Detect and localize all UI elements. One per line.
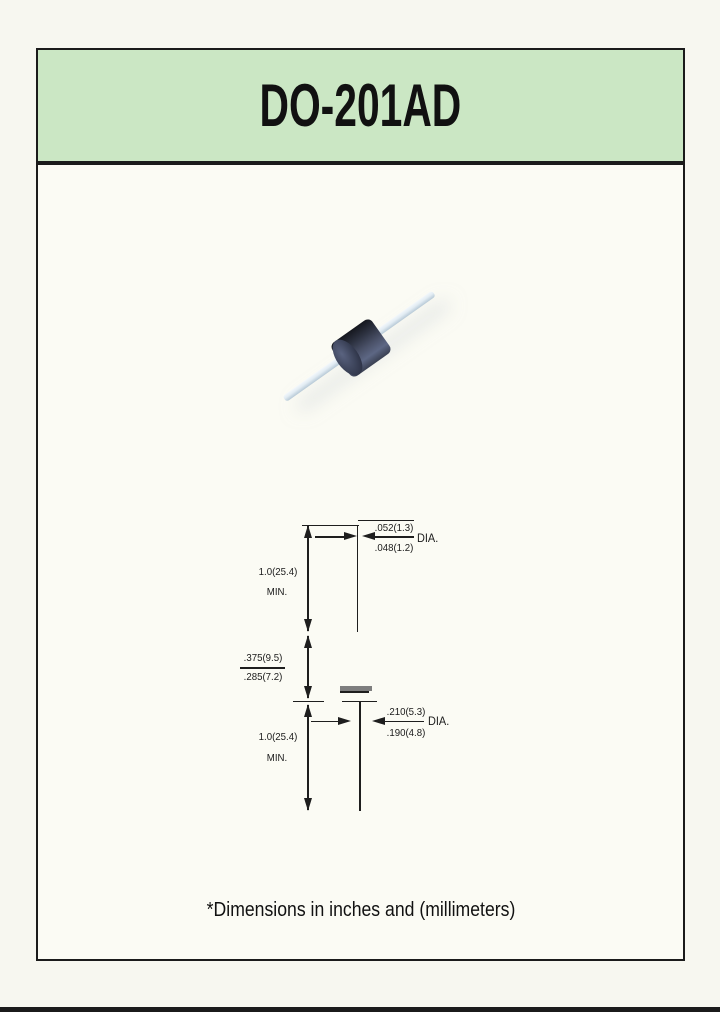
body-dia-min-label: .190(4.8) [386, 726, 425, 739]
bottom-lead-min-label: MIN. [266, 751, 287, 764]
body-dia-fraction-line [384, 721, 424, 723]
body-dia-unit-label: DIA. [428, 716, 450, 728]
dimensions-footnote: *Dimensions in inches and (millimeters) [206, 898, 516, 921]
body-outline-bar [340, 686, 372, 691]
body-length-min-label: .285(7.2) [243, 670, 282, 683]
arrow-down-icon [304, 686, 312, 699]
arrow-up-icon [304, 704, 312, 717]
bottom-extension-line-left [293, 701, 324, 703]
body-dia-max-label: .210(5.3) [386, 706, 425, 718]
lead-dia-max-label: .052(1.3) [374, 521, 413, 534]
arrow-up-icon [304, 525, 312, 538]
body-dia-pointer-line [311, 721, 338, 723]
body-length-fraction-line [240, 667, 285, 669]
arrow-right-icon [344, 532, 357, 540]
bottom-lead-length-label: 1.0(25.4) [258, 730, 297, 743]
lead-dia-pointer-line [315, 536, 345, 538]
arrow-up-icon [304, 635, 312, 648]
top-lead-line [357, 525, 359, 632]
arrow-left-icon [362, 532, 375, 540]
arrow-left-icon [372, 717, 385, 725]
lead-dia-min-label: .048(1.2) [374, 541, 413, 554]
body-outline-underline [340, 691, 369, 693]
lead-dia-unit-label: DIA. [417, 532, 439, 545]
arrow-right-icon [338, 717, 351, 725]
top-lead-length-label: 1.0(25.4) [258, 565, 297, 578]
arrow-down-icon [304, 798, 312, 811]
top-lead-min-label: MIN. [266, 586, 287, 598]
top-lead-dim-line [307, 526, 309, 631]
page-title: DO-201AD [259, 72, 462, 139]
arrow-down-icon [304, 619, 312, 632]
body-length-max-label: .375(9.5) [243, 652, 282, 664]
lead-dia-fraction-line [374, 536, 414, 538]
page-bottom-edge [0, 1007, 720, 1012]
bottom-lead-line [359, 701, 361, 812]
bottom-lead-dim-line [307, 705, 309, 810]
